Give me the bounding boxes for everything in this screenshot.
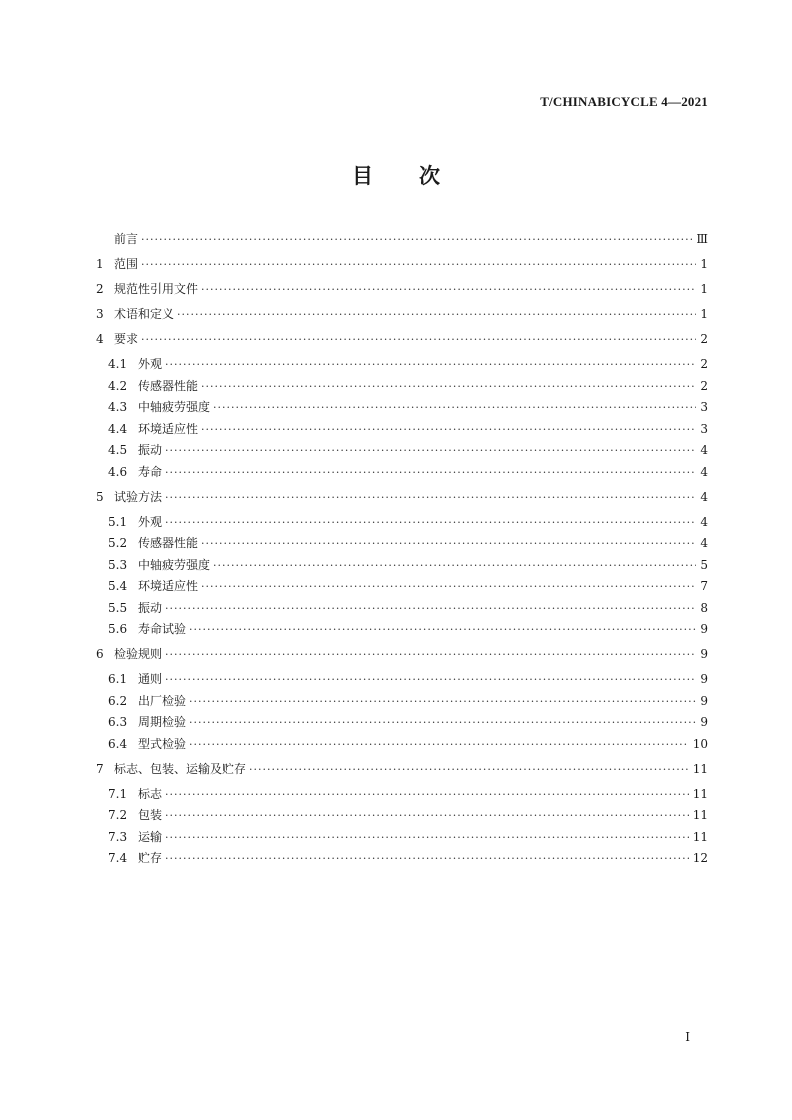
toc-entry-title: 中轴疲劳强度	[138, 400, 211, 414]
toc-title	[0, 160, 792, 190]
toc-leader-dots	[213, 397, 696, 419]
toc-subentry[interactable]	[96, 354, 708, 376]
toc-entry-page: 9	[700, 622, 708, 636]
toc-leader-dots	[189, 734, 689, 756]
toc-entry-title: 前言	[114, 232, 139, 246]
toc-entry-title: 外观	[138, 514, 163, 529]
toc-leader-dots	[165, 512, 696, 534]
toc-leader-dots	[177, 304, 696, 326]
toc-leader-dots	[201, 533, 696, 555]
toc-subentry[interactable]	[96, 576, 708, 598]
toc-entry[interactable]	[96, 329, 708, 351]
toc-entry-number: 5.1	[108, 514, 128, 529]
toc-subentry[interactable]	[96, 419, 708, 441]
toc-title-char: 次	[419, 164, 440, 188]
toc-entry-number: 5.3	[108, 557, 128, 572]
toc-entry-title: 外观	[138, 357, 163, 371]
toc-entry-page: 3	[700, 421, 708, 436]
toc-entry-title: 寿命试验	[138, 622, 187, 636]
toc-entry-title: 要求	[114, 332, 139, 346]
toc-entry-title: 包装	[138, 808, 163, 822]
toc-entry-page: 9	[700, 672, 708, 686]
toc-entry-title: 检验规则	[114, 647, 163, 661]
toc-entry-title: 传感器性能	[138, 536, 199, 550]
toc-entry-number: 4.4	[108, 421, 128, 436]
toc-entry-number: 4.1	[108, 357, 128, 371]
toc-entry-number: 4.3	[108, 400, 128, 414]
toc-entry-number: 7.4	[108, 851, 128, 865]
toc-leader-dots	[141, 254, 696, 276]
toc-entry-page: 1	[700, 257, 708, 271]
toc-entry-number: 4	[96, 332, 104, 346]
toc-entry-number: 6.3	[108, 715, 128, 729]
toc-entry[interactable]	[96, 229, 708, 251]
toc-leader-dots	[165, 598, 696, 620]
toc-entry-title: 振动	[138, 443, 163, 457]
toc-leader-dots	[141, 229, 692, 251]
toc-entry-page: 3	[700, 400, 708, 414]
toc-leader-dots	[201, 419, 696, 441]
toc-entry[interactable]	[96, 254, 708, 276]
toc-entry-number: 6.4	[108, 736, 128, 751]
toc-entry-number: 7.3	[108, 829, 128, 844]
toc-entry-title: 规范性引用文件	[114, 282, 199, 296]
toc-subentry[interactable]	[96, 827, 708, 849]
toc-entry-title: 试验方法	[114, 489, 163, 504]
toc-entry-page: 5	[700, 557, 708, 572]
toc-entry-number: 6.2	[108, 693, 128, 708]
toc-entry-title: 周期检验	[138, 715, 187, 729]
toc-entry-number: 7	[96, 761, 104, 776]
toc-entry-title: 出厂检验	[138, 693, 187, 708]
toc-leader-dots	[141, 329, 696, 351]
toc-leader-dots	[201, 376, 696, 398]
toc-entry-page: 1	[700, 282, 708, 296]
toc-entry[interactable]	[96, 304, 708, 326]
toc-entry-page: 8	[700, 600, 708, 615]
toc-entry-title: 范围	[114, 257, 139, 271]
toc-entry-page: 12	[692, 851, 708, 865]
toc-entry-page: 2	[700, 378, 708, 393]
toc-entry-page: 1	[700, 307, 708, 321]
toc-entry-title: 贮存	[138, 851, 163, 865]
toc-entry-number: 5.2	[108, 536, 128, 550]
toc-entry-number: 5.4	[108, 579, 128, 593]
toc-entry-title: 寿命	[138, 464, 163, 479]
toc-entry-page: 9	[700, 647, 708, 661]
toc-leader-dots	[213, 555, 696, 577]
toc-entry-title: 通则	[138, 672, 163, 686]
toc-entry-number: 4.2	[108, 378, 128, 393]
toc-entry-number: 3	[96, 307, 104, 321]
toc-entry-title: 术语和定义	[114, 307, 175, 321]
page-number: I	[685, 1030, 690, 1044]
toc-entry-number: 6.1	[108, 672, 128, 686]
toc-entry-title: 标志、包装、运输及贮存	[114, 761, 247, 776]
toc-entry-page: 11	[692, 761, 708, 776]
table-of-contents	[96, 229, 708, 870]
toc-subentry[interactable]	[96, 734, 708, 756]
toc-leader-dots	[189, 619, 696, 641]
toc-leader-dots	[201, 576, 696, 598]
toc-subentry[interactable]	[96, 512, 708, 534]
document-code: T/CHINABICYCLE 4—2021	[540, 94, 708, 109]
toc-entry-title: 环境适应性	[138, 421, 199, 436]
toc-entry-page: 11	[692, 829, 708, 844]
toc-entry[interactable]	[96, 644, 708, 666]
toc-subentry[interactable]	[96, 669, 708, 691]
toc-leader-dots	[165, 462, 696, 484]
toc-entry-title: 传感器性能	[138, 378, 199, 393]
toc-subentry[interactable]	[96, 376, 708, 398]
toc-entry-number: 5	[96, 489, 104, 504]
toc-subentry[interactable]	[96, 784, 708, 806]
toc-leader-dots	[189, 712, 696, 734]
toc-entry[interactable]	[96, 487, 708, 509]
toc-leader-dots	[165, 805, 689, 827]
toc-subentry[interactable]	[96, 533, 708, 555]
toc-subentry[interactable]	[96, 440, 708, 462]
toc-subentry[interactable]	[96, 805, 708, 827]
toc-entry-page: 7	[700, 579, 708, 593]
toc-subentry[interactable]	[96, 598, 708, 620]
toc-entry-page: 4	[700, 443, 708, 457]
toc-entry-page: 4	[700, 536, 708, 550]
toc-entry-page: Ⅲ	[696, 232, 708, 246]
toc-subentry[interactable]	[96, 848, 708, 870]
toc-entry-page: 4	[700, 464, 708, 479]
toc-entry-number: 2	[96, 282, 104, 296]
toc-entry-page: 9	[700, 693, 708, 708]
toc-subentry[interactable]	[96, 691, 708, 713]
toc-leader-dots	[165, 669, 696, 691]
toc-leader-dots	[165, 354, 696, 376]
toc-leader-dots	[165, 784, 689, 806]
toc-entry-page: 10	[692, 736, 708, 751]
toc-entry-title: 运输	[138, 829, 163, 844]
toc-entry-number: 4.6	[108, 464, 128, 479]
toc-entry-number: 7.1	[108, 786, 128, 801]
toc-entry-page: 11	[692, 808, 708, 822]
toc-entry-page: 4	[700, 514, 708, 529]
toc-leader-dots	[165, 440, 696, 462]
toc-entry-number: 7.2	[108, 808, 128, 822]
toc-entry[interactable]	[96, 279, 708, 301]
toc-leader-dots	[249, 759, 689, 781]
toc-entry-page: 2	[700, 332, 708, 346]
toc-leader-dots	[165, 644, 696, 666]
toc-entry-title: 环境适应性	[138, 579, 199, 593]
toc-entry-page: 4	[700, 489, 708, 504]
toc-entry-title: 振动	[138, 600, 163, 615]
toc-leader-dots	[165, 487, 696, 509]
toc-entry-title: 标志	[138, 786, 163, 801]
toc-entry-number: 1	[96, 257, 104, 271]
toc-entry-page: 11	[692, 786, 708, 801]
toc-entry-number: 5.5	[108, 600, 128, 615]
toc-subentry[interactable]	[96, 462, 708, 484]
toc-leader-dots	[165, 848, 689, 870]
toc-entry-page: 9	[700, 715, 708, 729]
toc-leader-dots	[201, 279, 696, 301]
toc-subentry[interactable]	[96, 397, 708, 419]
toc-subentry[interactable]	[96, 619, 708, 641]
toc-leader-dots	[189, 691, 696, 713]
toc-entry-title: 中轴疲劳强度	[138, 557, 211, 572]
toc-entry-number: 6	[96, 647, 104, 661]
toc-entry-number: 4.5	[108, 443, 128, 457]
toc-subentry[interactable]	[96, 555, 708, 577]
toc-entry-page: 2	[700, 357, 708, 371]
toc-entry-number: 5.6	[108, 622, 128, 636]
toc-entry-title: 型式检验	[138, 736, 187, 751]
toc-entry[interactable]	[96, 759, 708, 781]
toc-title-char: 目	[352, 164, 373, 188]
toc-leader-dots	[165, 827, 689, 849]
toc-subentry[interactable]	[96, 712, 708, 734]
